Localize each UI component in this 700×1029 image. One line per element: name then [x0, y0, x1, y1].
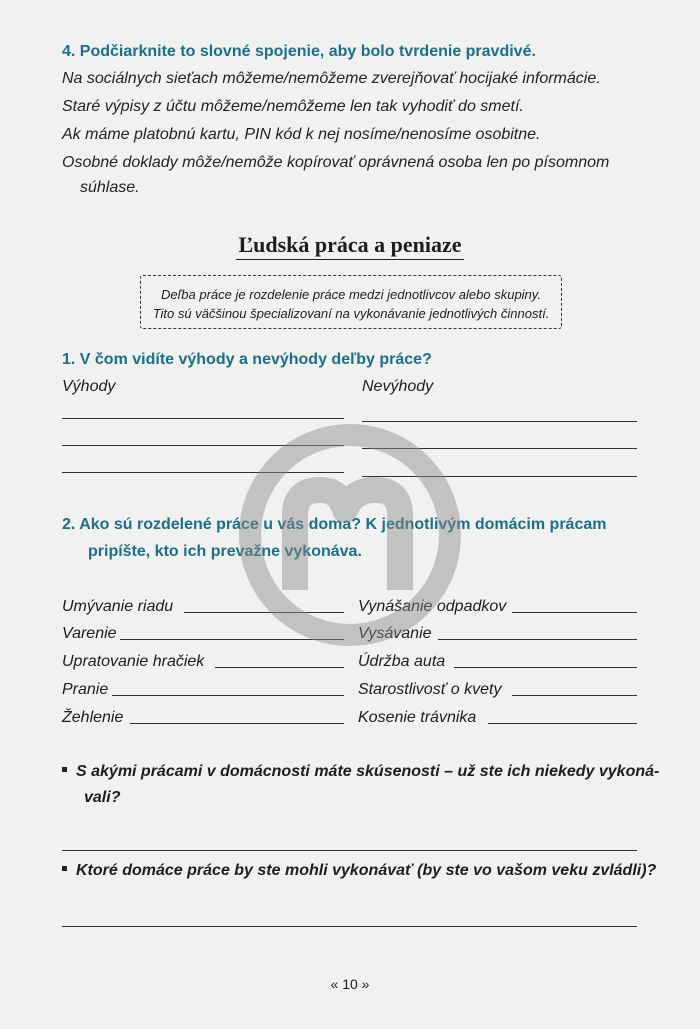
- task4-line-2: Staré výpisy z účtu môžeme/nemôžeme len tak vyhodiť do smetí.: [62, 98, 524, 115]
- bullet-question-1: [62, 759, 659, 785]
- bullet-square-icon: [62, 767, 67, 772]
- chore-label: Vynášanie odpadkov: [358, 598, 507, 615]
- section-title-text: Ľudská práca a peniaze: [236, 232, 463, 260]
- chore-label: Kosenie trávnika: [358, 709, 477, 726]
- disadvantages-label: Nevýhody: [362, 378, 434, 395]
- bullet-square-icon: [62, 866, 67, 871]
- task4-line-1: Na sociálnych sieťach môžeme/nemôžeme zverejňovať hocijaké informácie.: [62, 70, 601, 87]
- chore-answer-line[interactable]: [438, 639, 637, 640]
- watermark-logo-icon: [235, 420, 465, 650]
- chore-label: Umývanie riadu: [62, 598, 174, 615]
- chore-answer-line[interactable]: [512, 612, 637, 613]
- chore-label: Upratovanie hračiek: [62, 653, 205, 670]
- task4-line-3: Ak máme platobnú kartu, PIN kód k nej nosíme/nenosíme osobitne.: [62, 126, 541, 143]
- bullet-question-2: [62, 858, 656, 884]
- task1-heading: 1. V čom vidíte výhody a nevýhody deľby práce?: [62, 351, 432, 368]
- bullet-2-answer-line[interactable]: [62, 926, 637, 927]
- chore-answer-line[interactable]: [130, 723, 344, 724]
- chore-answer-line[interactable]: [454, 667, 637, 668]
- chore-label: Žehlenie: [62, 709, 124, 726]
- chore-label: Starostlivosť o kvety: [358, 681, 502, 698]
- chore-answer-line[interactable]: [112, 695, 344, 696]
- bullet-1-line-1: S akými prácami v domácnosti máte skúsenosti – už ste ich niekedy vykoná-: [76, 763, 660, 780]
- definition-box: [140, 275, 562, 329]
- task2-heading-line-1: 2. Ako sú rozdelené práce u vás doma? K jednotlivým domácim prácam: [62, 516, 607, 533]
- chore-answer-line[interactable]: [488, 723, 637, 724]
- chore-label: Pranie: [62, 681, 109, 698]
- definition-line-2: Tito sú väčšinou špecializovaní na vykonávanie jednotlivých činností.: [152, 306, 550, 321]
- chore-label: Varenie: [62, 625, 117, 642]
- chore-label: Vysávanie: [358, 625, 432, 642]
- task4-line-4: Osobné doklady môže/nemôže kopírovať oprávnená osoba len po písomnom: [62, 154, 610, 171]
- page-number: « 10 »: [330, 976, 370, 992]
- chore-answer-line[interactable]: [215, 667, 344, 668]
- definition-line-1: Deľba práce je rozdelenie práce medzi jednotlivcov alebo skupiny.: [161, 287, 541, 302]
- chore-label: Údržba auta: [358, 653, 446, 670]
- bullet-2-line-1: Ktoré domáce práce by ste mohli vykonávať (by ste vo vašom veku zvládli)?: [76, 862, 657, 879]
- bullet-1-line-2: vali?: [84, 789, 121, 806]
- advantages-label: Výhody: [62, 378, 116, 395]
- bullet-1-answer-line[interactable]: [62, 850, 637, 851]
- task4-heading: 4. Podčiarknite to slovné spojenie, aby bolo tvrdenie pravdivé.: [62, 43, 536, 60]
- advantages-answer-line-1[interactable]: [62, 418, 344, 419]
- section-title: [0, 232, 700, 258]
- task2-heading-line-2: pripíšte, kto ich prevažne vykonáva.: [88, 543, 362, 560]
- chore-answer-line[interactable]: [512, 695, 637, 696]
- task4-line-5: súhlase.: [80, 179, 140, 196]
